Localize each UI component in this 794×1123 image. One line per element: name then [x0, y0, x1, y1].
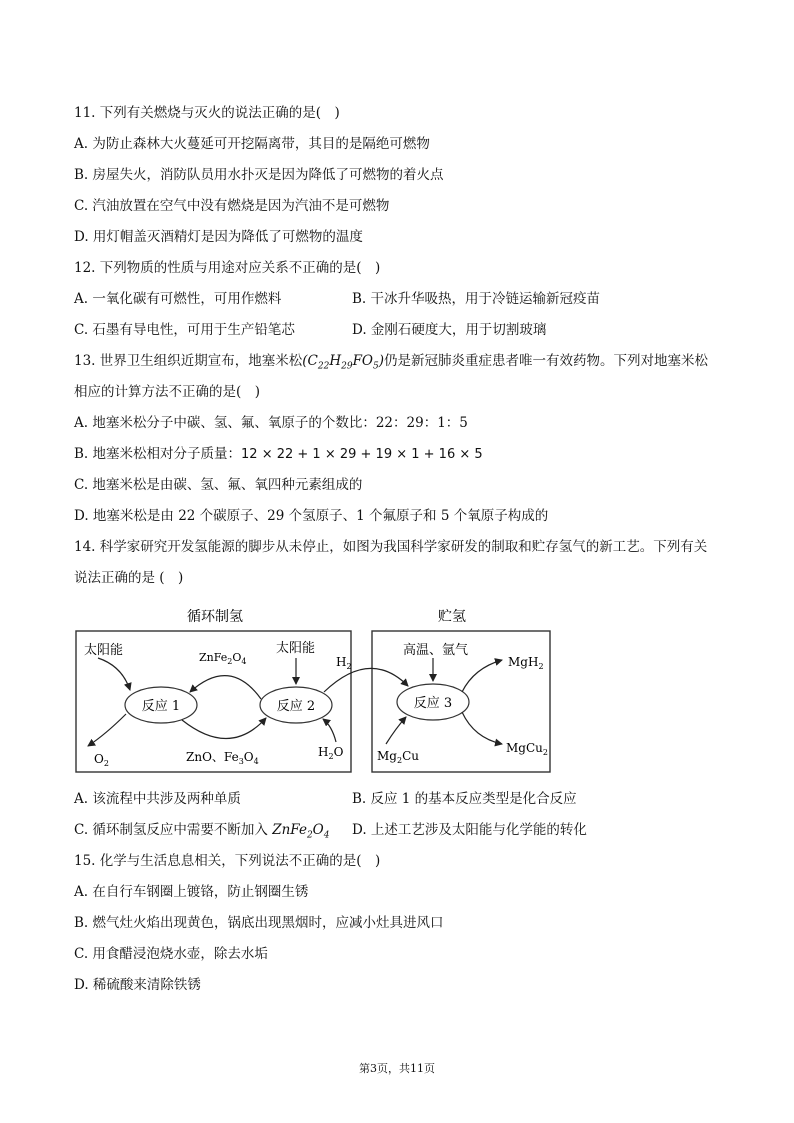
q12-option-b: B. 干冰升华吸热，用于冷链运输新冠疫苗: [352, 291, 601, 307]
q13-formula: $(C_{22}H_{29}FO_5)$: [302, 353, 385, 372]
q13-option-b-expression: 12 × 22 + 1 × 29 + 19 × 1 + 16 × 5: [241, 447, 483, 462]
q13-option-a: A. 地塞米松分子中碳、氢、氟、氧原子的个数比：22：29：1：5: [74, 415, 468, 431]
mgh2-label: MgH$_2$: [508, 655, 544, 671]
q14-option-c-text: C. 循环制氢反应中需要不断加入: [74, 822, 273, 838]
q14-option-d: D. 上述工艺涉及太阳能与化学能的转化: [352, 822, 587, 838]
arrow-r3-to-mgh2: [462, 660, 502, 692]
hydrogen-process-diagram: [70, 598, 560, 780]
q14-option-c: [74, 821, 329, 845]
page-footer: 第3页，共11页: [359, 1062, 435, 1075]
q14-stem-line1: 14. 科学家研究开发氢能源的脚步从未停止，如图为我国科学家研发的制取和贮存氢气的新工艺。下列有关: [74, 539, 708, 555]
q13-option-d: D. 地塞米松是由 22 个碳原子、29 个氢原子、1 个氟原子和 5 个氧原子构成的: [74, 508, 549, 524]
q11-option-d: D. 用灯帽盖灭酒精灯是因为降低了可燃物的温度: [74, 229, 363, 245]
q11-stem: 11. 下列有关燃烧与灭火的说法正确的是( ): [74, 105, 340, 121]
q11-option-b: B. 房屋失火，消防队员用水扑灭是因为降低了可燃物的着火点: [74, 167, 444, 183]
q12-stem: 12. 下列物质的性质与用途对应关系不正确的是( ): [74, 260, 381, 276]
reaction-2-label: 反应 2: [276, 699, 316, 714]
q13-stem-line2: 相应的计算方法不正确的是( ): [74, 384, 261, 400]
arrow-h2o-to-r2: [323, 719, 336, 742]
solar-energy-label-2: 太阳能: [276, 641, 316, 656]
o2-label: $O_2$: [94, 752, 109, 768]
q15-option-a: A. 在自行车钢圈上镀铬，防止钢圈生锈: [74, 884, 309, 900]
mgcu2-label: MgCu$_2$: [506, 741, 548, 757]
q15-option-d: D. 稀硫酸来清除铁锈: [74, 977, 201, 993]
high-temp-argon-label: 高温、氩气: [403, 643, 469, 658]
zno-fe3o4-label: ZnO、$Fe_3O_4$: [186, 750, 259, 766]
arrow-r1-to-o2: [88, 714, 126, 746]
q12-option-c: C. 石墨有导电性，可用于生产铅笔芯: [74, 322, 295, 338]
arrow-r2-to-r1: [190, 676, 261, 699]
q13-stem-start: 13. 世界卫生组织近期宣布，地塞米松: [74, 353, 303, 369]
q14-stem-line2: 说法正确的是 ( ): [74, 570, 184, 586]
znfe2o4-label: $ZnFe_2O_4$: [199, 651, 247, 666]
q11-option-a: A. 为防止森林大火蔓延可开挖隔离带，其目的是隔绝可燃物: [74, 136, 430, 152]
reaction-3-label: 反应 3: [413, 696, 453, 711]
reaction-1-label: 反应 1: [141, 699, 181, 714]
q13-option-b-label: B. 地塞米松相对分子质量：: [74, 446, 242, 462]
q13-stem: [74, 352, 708, 376]
arrow-r1-to-r2: [182, 718, 266, 739]
arrow-mg2cu-to-r3: [386, 717, 406, 744]
q15-stem: 15. 化学与生活息息相关，下列说法不正确的是( ): [74, 853, 381, 869]
q15-option-c: C. 用食醋浸泡烧水壶，除去水垢: [74, 946, 268, 962]
q14-option-a: A. 该流程中共涉及两种单质: [74, 791, 241, 807]
diagram-left-title: 循环制氢: [187, 609, 243, 625]
q11-option-c: C. 汽油放置在空气中没有燃烧是因为汽油不是可燃物: [74, 198, 390, 214]
q12-option-d: D. 金刚石硬度大，用于切割玻璃: [352, 322, 547, 338]
arrow-r2-to-r3-h2: [324, 668, 408, 692]
q12-option-a: A. 一氧化碳有可燃性，可用作燃料: [74, 291, 282, 307]
q14-option-b: B. 反应 1 的基本反应类型是化合反应: [352, 791, 577, 807]
q13-option-c: C. 地塞米松是由碳、氢、氟、氧四种元素组成的: [74, 477, 363, 493]
q13-stem-end: 仍是新冠肺炎重症患者唯一有效药物。下列对地塞米松: [384, 353, 709, 369]
h2o-label: $H_2O$: [318, 745, 344, 761]
q14-option-c-formula: $ZnFe_2O_4$: [272, 822, 330, 841]
diagram-right-title: 贮氢: [438, 609, 466, 625]
mg2cu-label: $Mg_2Cu$: [377, 749, 419, 765]
h2-label: $H_2$: [336, 655, 352, 671]
solar-energy-label-1: 太阳能: [84, 643, 124, 658]
arrow-solar-to-r1: [98, 658, 130, 690]
q13-option-b: [74, 445, 483, 464]
arrow-r3-to-mgcu2: [462, 712, 502, 744]
q15-option-b: B. 燃气灶火焰出现黄色，锅底出现黑烟时，应减小灶具进风口: [74, 915, 444, 931]
